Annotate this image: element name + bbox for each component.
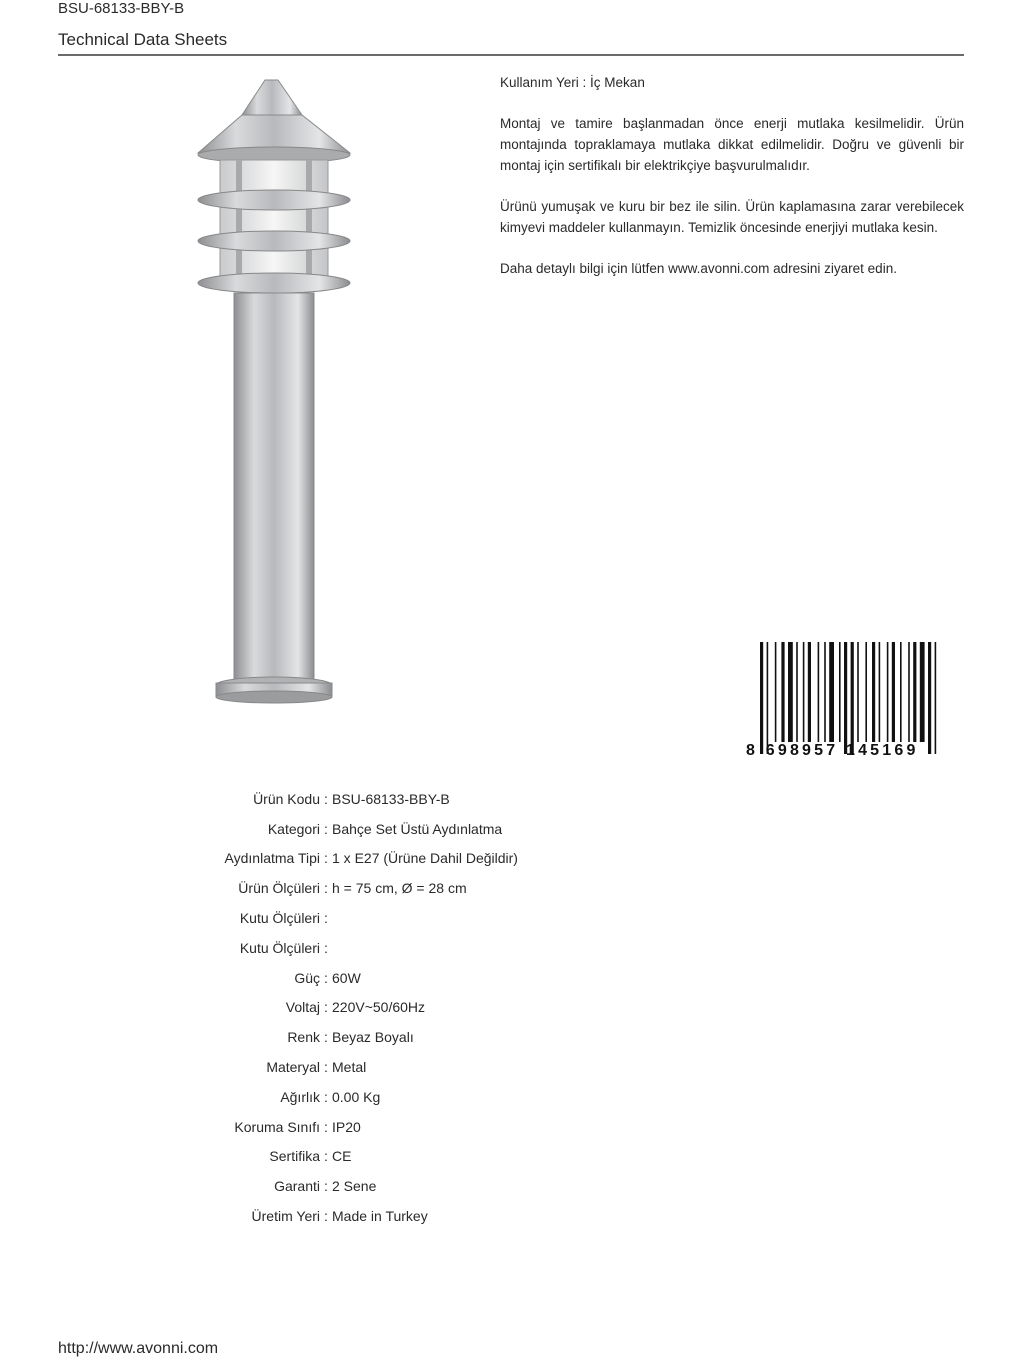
spec-value: h = 75 cm, Ø = 28 cm [332, 880, 467, 897]
spec-value: Metal [332, 1059, 367, 1076]
spec-label: Kategori [267, 820, 320, 837]
product-image [190, 75, 360, 715]
spec-row [120, 844, 620, 874]
spec-separator: : [324, 1118, 328, 1135]
spec-label: Materyal [266, 1059, 320, 1076]
spec-row [120, 1142, 620, 1172]
barcode-number: 8 698957 145169 [746, 742, 919, 759]
spec-row [120, 903, 620, 933]
spec-separator: : [324, 1088, 328, 1105]
spec-value: CE [332, 1148, 352, 1165]
footer-url: http://www.avonni.com [58, 1340, 219, 1357]
barcode-bar [839, 642, 841, 742]
barcode-bar [760, 642, 763, 754]
barcode-bar [851, 642, 854, 754]
barcode-bar [857, 642, 859, 742]
info-paragraph-installation: Montaj ve tamire başlanmadan önce enerji mutlaka kesilmelidir. Ürün montajında topraklamaya mutlaka dikkat edilmelidir. Doğru ve güvenli bir montaj için sertifikalı bir elektrikçiye başvurulmalıdır. [500, 116, 964, 173]
barcode-bar [803, 642, 805, 742]
spec-value: IP20 [332, 1118, 361, 1135]
barcode-bar [818, 642, 820, 742]
spec-label: Koruma Sınıfı [234, 1118, 320, 1135]
spec-value: 0.00 Kg [332, 1088, 381, 1105]
barcode-bar [879, 642, 881, 742]
header-divider [58, 54, 964, 56]
spec-row [120, 1022, 620, 1052]
spec-row [120, 963, 620, 993]
spec-row [120, 1082, 620, 1112]
spec-separator: : [324, 939, 328, 956]
spec-row [120, 1201, 620, 1231]
spec-value: BSU-68133-BBY-B [332, 790, 450, 807]
spec-separator: : [324, 969, 328, 986]
barcode-bar [767, 642, 769, 754]
info-column [500, 72, 964, 299]
spec-row [120, 1052, 620, 1082]
spec-separator: : [324, 1148, 328, 1165]
spec-value: 60W [332, 969, 361, 986]
spec-label: Kutu Ölçüleri [239, 939, 320, 956]
spec-separator: : [324, 850, 328, 867]
barcode-bar [781, 642, 784, 742]
spec-separator: : [324, 1208, 328, 1225]
spec-row [120, 1112, 620, 1142]
spec-value: 220V~50/60Hz [332, 999, 426, 1016]
spec-value: 1 x E27 (Ürüne Dahil Değildir) [332, 850, 518, 867]
barcode-bar [913, 642, 916, 742]
barcode-bar [829, 642, 834, 742]
spec-label: Güç [294, 969, 320, 986]
barcode-bar [844, 642, 847, 754]
header-product-code: BSU-68133-BBY-B [58, 0, 185, 17]
barcode-bar [808, 642, 811, 742]
spec-label: Voltaj [285, 999, 320, 1016]
barcode-bar [928, 642, 931, 754]
spec-value: Beyaz Boyalı [332, 1029, 414, 1046]
barcode-bar [920, 642, 925, 742]
header-doc-title: Technical Data Sheets [58, 30, 228, 49]
barcode-bar [775, 642, 777, 742]
spec-value: Made in Turkey [332, 1208, 428, 1225]
spec-row [120, 1171, 620, 1201]
spec-separator: : [324, 1178, 328, 1195]
spec-label: Kutu Ölçüleri [239, 910, 320, 927]
spec-value: Bahçe Set Üstü Aydınlatma [332, 820, 503, 837]
spec-row [120, 873, 620, 903]
usage-location: Kullanım Yeri : İç Mekan [500, 75, 645, 90]
spec-separator: : [324, 1059, 328, 1076]
info-paragraph-cleaning: Ürünü yumuşak ve kuru bir bez ile silin. Ürün kaplamasına zarar verebilecek kimyevi maddeler kullanmayın. Temizlik öncesinde enerjiyi mutlaka kesin. [500, 199, 964, 235]
barcode-bar [892, 642, 895, 742]
spec-separator: : [324, 880, 328, 897]
barcode-bar [824, 642, 826, 742]
barcode-bar [865, 642, 867, 742]
spec-label: Renk [287, 1029, 320, 1046]
barcode-bar [788, 642, 793, 742]
spec-label: Ağırlık [280, 1088, 320, 1105]
spec-separator: : [324, 910, 328, 927]
barcode-bar [872, 642, 875, 742]
spec-label: Ürün Kodu [253, 790, 320, 807]
spec-row [120, 993, 620, 1023]
barcode-bar [887, 642, 889, 742]
barcode-bar [908, 642, 910, 742]
spec-row [120, 814, 620, 844]
spec-table [120, 784, 620, 1231]
spec-label: Üretim Yeri [251, 1208, 320, 1225]
spec-separator: : [324, 820, 328, 837]
spec-label: Garanti [274, 1178, 320, 1195]
spec-label: Sertifika [269, 1148, 320, 1165]
spec-label: Ürün Ölçüleri [238, 880, 320, 897]
spec-separator: : [324, 999, 328, 1016]
info-paragraph-details: Daha detaylı bilgi için lütfen www.avonni.com adresini ziyaret edin. [500, 261, 897, 276]
barcode-bar [935, 642, 937, 754]
spec-row [120, 784, 620, 814]
spec-value: 2 Sene [332, 1178, 377, 1195]
barcode-bar [900, 642, 902, 742]
spec-separator: : [324, 1029, 328, 1046]
barcode-bar [796, 642, 798, 742]
spec-row [120, 933, 620, 963]
spec-separator: : [324, 790, 328, 807]
spec-label: Aydınlatma Tipi [224, 850, 320, 867]
